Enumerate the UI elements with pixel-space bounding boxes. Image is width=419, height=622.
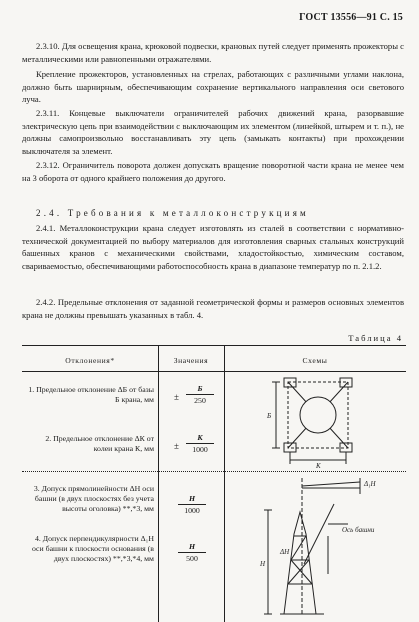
table-row-4-den: 500 bbox=[186, 554, 198, 563]
table-label: Таблица 4 bbox=[348, 333, 403, 343]
table-row-2-pm: ± bbox=[174, 441, 179, 451]
scheme-label-h: Н bbox=[260, 560, 266, 568]
table-row-4-text: 4. Допуск перпендикулярности Δ₁Н оси башни к плоскости основания (в двух плоскостях) **,*3,*4, мм bbox=[31, 534, 154, 563]
scheme-tower-axis bbox=[244, 474, 404, 620]
paragraph-2-3-10: 2.3.10. Для освещения крана, крюковой подвески, крановых путей следует применять прожекторы с металлическими или равнопенными отражателями. bbox=[22, 41, 404, 64]
table-row-2-num: К bbox=[186, 433, 214, 444]
table-header-values: Значения bbox=[173, 356, 209, 365]
table-header-rule bbox=[22, 371, 406, 372]
table-header-schemes: Схемы bbox=[302, 356, 328, 365]
table-row-1-den: 250 bbox=[194, 396, 206, 405]
table-row-2-text: 2. Предельное отклонение ΔК от колеи крана К, мм bbox=[45, 434, 154, 453]
table-row-4-num: Н bbox=[178, 542, 206, 553]
table-top-rule bbox=[22, 345, 406, 346]
table-row-1-pm: ± bbox=[174, 392, 179, 402]
paragraph-2-4-1: 2.4.1. Металлоконструкции крана следует изготовлять из сталей в соответствии с нормативно-технической документацией по выбору материалов для изготовления сварных стальных конструкций башенных кранов с механическими свойствами, хладостойкостью, химическим составом, свариваемостью, обеспечивающими работоспособность крана в диапазоне температур по п. 2.1.2. bbox=[22, 223, 404, 271]
table-row-2-value bbox=[186, 433, 214, 454]
section-heading: 2.4. Требования к металлоконструкциям bbox=[36, 208, 309, 218]
table-row-1-num: Б bbox=[186, 384, 214, 395]
table-row-1-value bbox=[186, 384, 214, 405]
table-mid-rule bbox=[22, 471, 406, 472]
table-row-3-text: 3. Допуск прямолинейности ΔН оси башни (в двух плоскостях без учета высоты оголовка) **,*3, мм bbox=[33, 484, 154, 513]
table-row-2-den: 1000 bbox=[192, 445, 208, 454]
table-row-3-den: 1000 bbox=[184, 506, 200, 515]
scheme-label-b: Б bbox=[267, 412, 272, 420]
page-header: ГОСТ 13556—91 С. 15 bbox=[299, 12, 403, 23]
paragraph-2-3-11: 2.3.11. Концевые выключатели ограничителей рабочих движений крана, разорвавшие электрическую цепь при взаимодействии с выключающим их элементом (линейкой, штырем и т. п.), не должны самопроизвольно восстанавливать эту цепь (замыкать контакты) при прохождении выключателя за элемент. bbox=[22, 108, 404, 156]
table-row-4-value bbox=[178, 542, 206, 563]
table-col-divider-1 bbox=[158, 345, 159, 622]
paragraph-2-4-2: 2.4.2. Предельные отклонения от заданной геометрической формы и размеров основных элементов крана не должны превышать указанных в табл. 4. bbox=[22, 297, 404, 320]
scheme-base-track bbox=[262, 374, 372, 468]
scheme-label-k: К bbox=[316, 462, 321, 468]
table-row-3-value bbox=[178, 494, 206, 515]
table-header-deviations: Отклонения* bbox=[65, 356, 115, 365]
table-row-1-text: 1. Предельное отклонение ΔБ от базы Б крана, мм bbox=[28, 385, 154, 404]
table-row-3-num: Н bbox=[178, 494, 206, 505]
scheme-label-axis: Ось башни bbox=[342, 526, 375, 534]
scheme-label-dh: ΔН bbox=[280, 548, 290, 556]
scheme-label-delta1h: Δ₁Н bbox=[364, 480, 376, 488]
table-col-divider-2 bbox=[224, 345, 225, 622]
paragraph-2-3-12: 2.3.12. Ограничитель поворота должен допускать вращение поворотной части крана не менее чем на 3 оборота от одного крайнего положения до другого. bbox=[22, 160, 404, 183]
paragraph-floodlight-mount: Крепление прожекторов, установленных на стрелах, работающих с различными углами наклона, должно быть шарнирным, обеспечивающим сохранение вертикального направления оси светового луча. bbox=[22, 69, 404, 105]
